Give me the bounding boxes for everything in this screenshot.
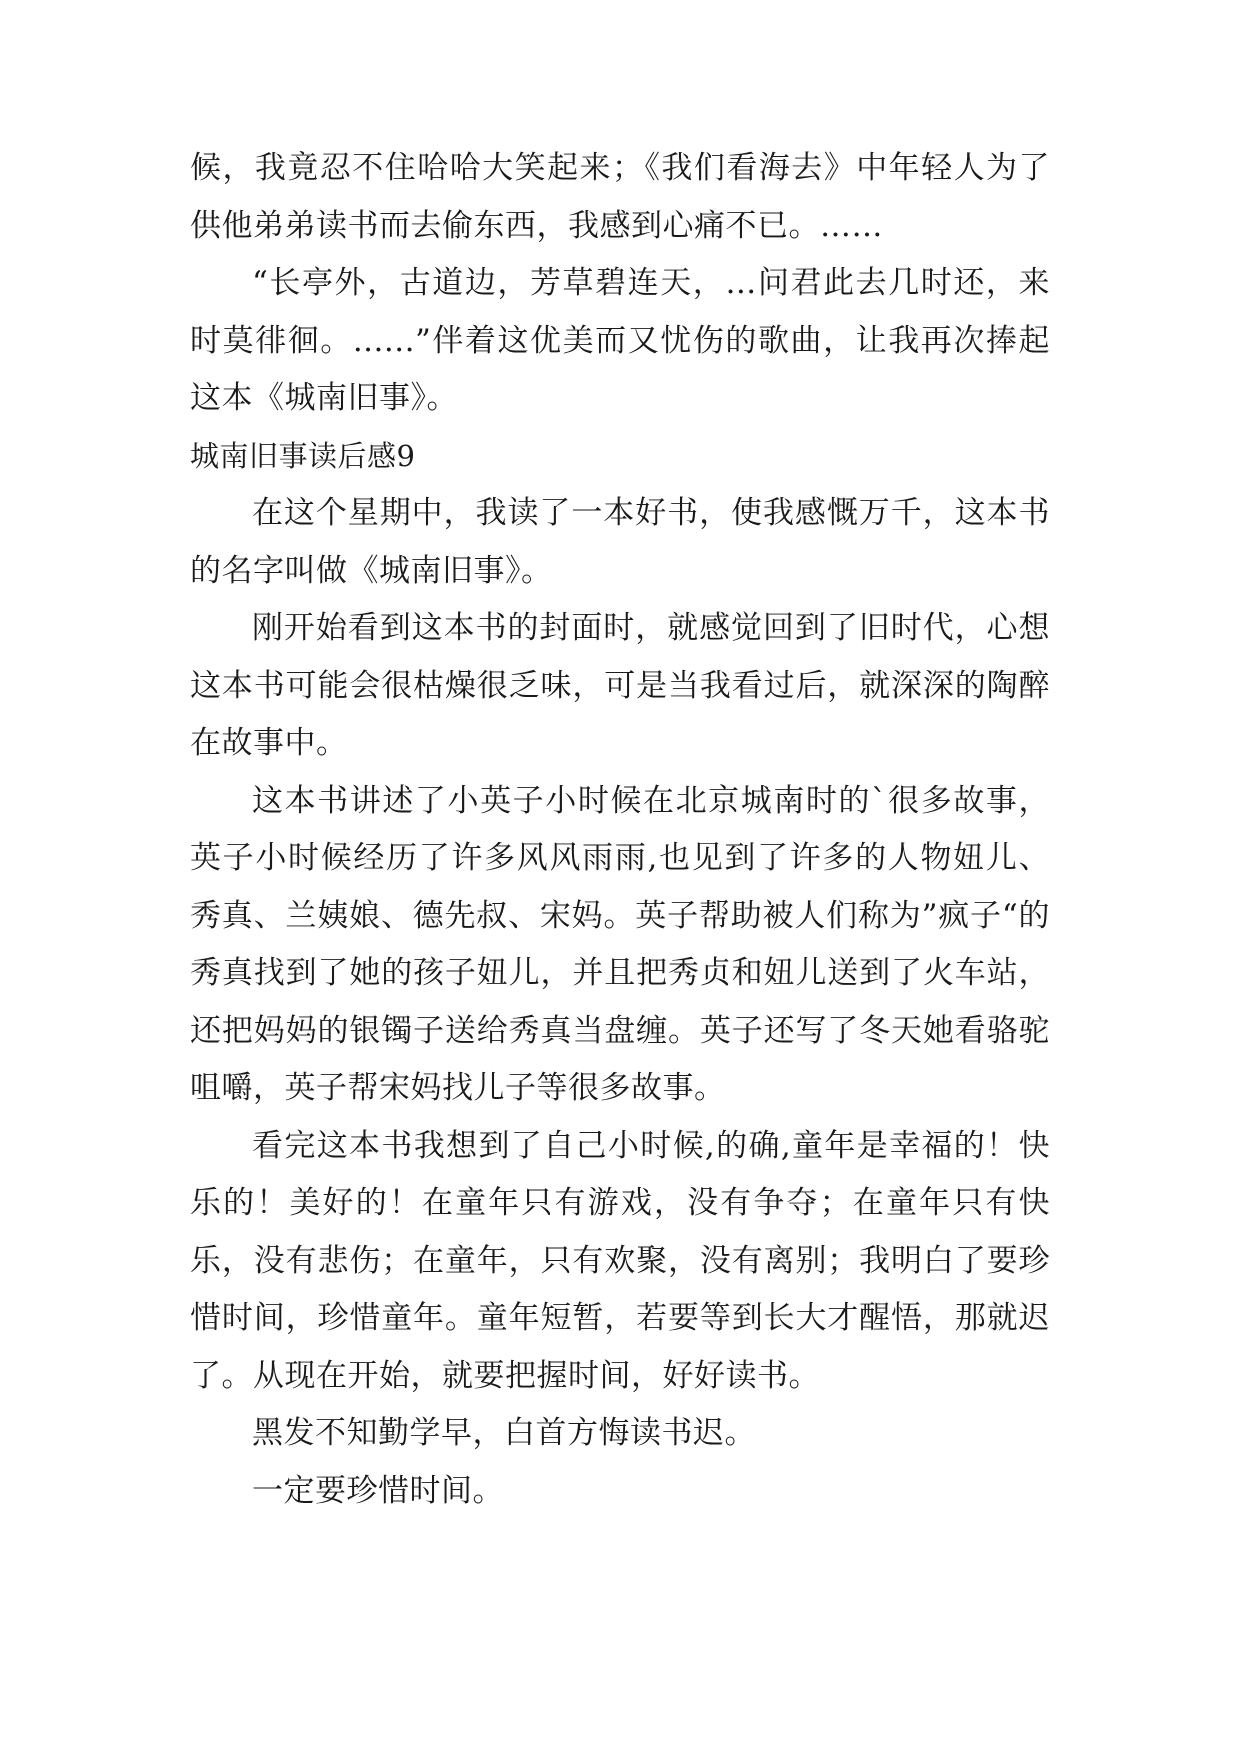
section-paragraph: 刚开始看到这本书的封面时，就感觉回到了旧时代，心想这本书可能会很枯燥很乏味，可是当我看过后，就深深的陶醉在故事中。 [190,610,1050,761]
section-paragraph-closing: 一定要珍惜时间。 [252,1472,504,1509]
paragraph-song-quote: “长亭外，古道边，芳草碧连天，…问君此去几时还，来时莫徘徊。......”伴着这优美而又忧伤的歌曲，让我再次捧起这本《城南旧事》。 [190,265,1050,416]
section-title: 城南旧事读后感9 [190,438,416,473]
paragraph-continued: 候，我竟忍不住哈哈大笑起来；《我们看海去》中年轻人为了供他弟弟读书而去偷东西，我感到心痛不已。…… [190,150,1050,244]
section-paragraph: 在这个星期中，我读了一本好书，使我感慨万千，这本书的名字叫做《城南旧事》。 [190,495,1050,589]
section-paragraph: 这本书讲述了小英子小时候在北京城南时的`很多故事，英子小时候经历了许多风风雨雨,也见到了许多的人物妞儿、秀真、兰姨娘、德先叔、宋妈。英子帮助被人们称为”疯子“的秀真找到了她的孩子妞儿，并且把秀贞和妞儿送到了火车站，还把妈妈的银镯子送给秀真当盘缠。英子还写了冬天她看骆驼咀嚼，英子帮宋妈找儿子等很多故事。 [190,782,1050,1106]
section-paragraph-proverb: 黑发不知勤学早，白首方悔读书迟。 [252,1415,756,1451]
section-paragraph: 看完这本书我想到了自己小时候,的确,童年是幸福的！快乐的！美好的！在童年只有游戏，没有争夺；在童年只有快乐，没有悲伤；在童年，只有欢聚，没有离别；我明白了要珍惜时间，珍惜童年。童年短暂，若要等到长大才醒悟，那就迟了。从现在开始，就要把握时间，好好读书。 [190,1127,1050,1394]
document-body [190,140,1050,1520]
